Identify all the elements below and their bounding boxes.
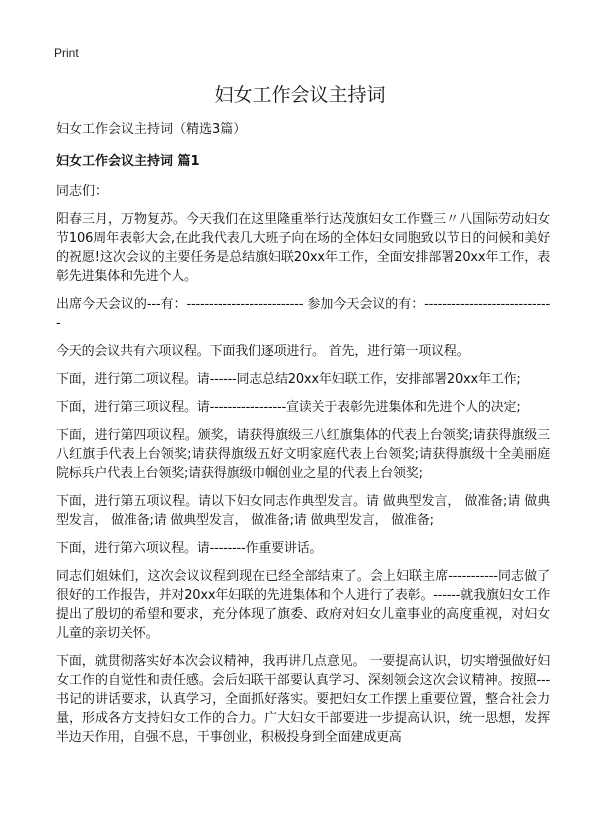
section-heading: 妇女工作会议主持词 篇1 <box>56 154 200 169</box>
paragraph: 阳春三月，万物复苏。今天我们在这里隆重举行达茂旗妇女工作暨三〃八国际劳动妇女节106周年表彰大会,在此我代表几大班子向在场的全体妇女同胞致以节日的问候和美好的祝愿!这次会议的主要任务是总结旗妇联20xx年工作，全面安排部署20xx年工作，表彰先进集体和先进个人。 <box>56 212 550 284</box>
paragraph: 下面，进行第五项议程。请以下妇女同志作典型发言。请 做典型发言， 做准备;请 做典型发言， 做准备;请 做典型发言， 做准备;请 做典型发言， 做准备; <box>56 494 550 528</box>
paragraph: 下面，就贯彻落实好本次会议精神，我再讲几点意见。 一要提高认识，切实增强做好妇女工作的自觉性和责任感。会后妇联干部要认真学习、深刻领会这次会议精神。按照---书记的讲话要求，认真学习，全面抓好落实。要把妇女工作摆上重要位置，整合社会力量，形成各方支持妇女工作的合力。广大妇女干部要进一步提高认识，统一思想，发挥半边天作用，自强不息，干事创业，积极投身到全面建成更高 <box>56 654 550 745</box>
greeting: 同志们： <box>56 184 109 199</box>
paragraph: 同志们姐妹们，这次会议议程到现在已经全部结束了。会上妇联主席-----------同志做了很好的工作报告，并对20xx年妇联的先进集体和个人进行了表彰。------就我旗妇女工作提出了殷切的希望和要求，充分体现了旗委、政府对妇女儿童事业的高度重视，对妇女儿童的亲切关怀。 <box>56 569 550 641</box>
paragraph: 下面，进行第四项议程。颁奖，请获得旗级三八红旗集体的代表上台领奖;请获得旗级三八红旗手代表上台领奖;请获得旗级五好文明家庭代表上台领奖;请获得旗级十全美丽庭院标兵户代表上台领奖;请获得旗级巾帼创业之星的代表上台领奖; <box>56 428 550 481</box>
print-label: Print <box>54 46 79 60</box>
document-subtitle: 妇女工作会议主持词（精选3篇） <box>56 122 247 137</box>
paragraph: 下面，进行第六项议程。请--------作重要讲话。 <box>56 541 323 556</box>
document-title: 妇女工作会议主持词 <box>214 84 386 106</box>
paragraph-list <box>56 210 550 756</box>
paragraph: 下面，进行第二项议程。请------同志总结20xx年妇联工作，安排部署20xx年工作; <box>56 372 521 387</box>
paragraph: 下面，进行第三项议程。请-----------------宣读关于表彰先进集体和先进个人的决定; <box>56 400 521 415</box>
paragraph: 今天的会议共有六项议程。下面我们逐项进行。 首先，进行第一项议程。 <box>56 344 470 359</box>
paragraph: 出席今天会议的---有：-------------------------- 参加今天会议的有：----------------------------- <box>56 297 550 331</box>
